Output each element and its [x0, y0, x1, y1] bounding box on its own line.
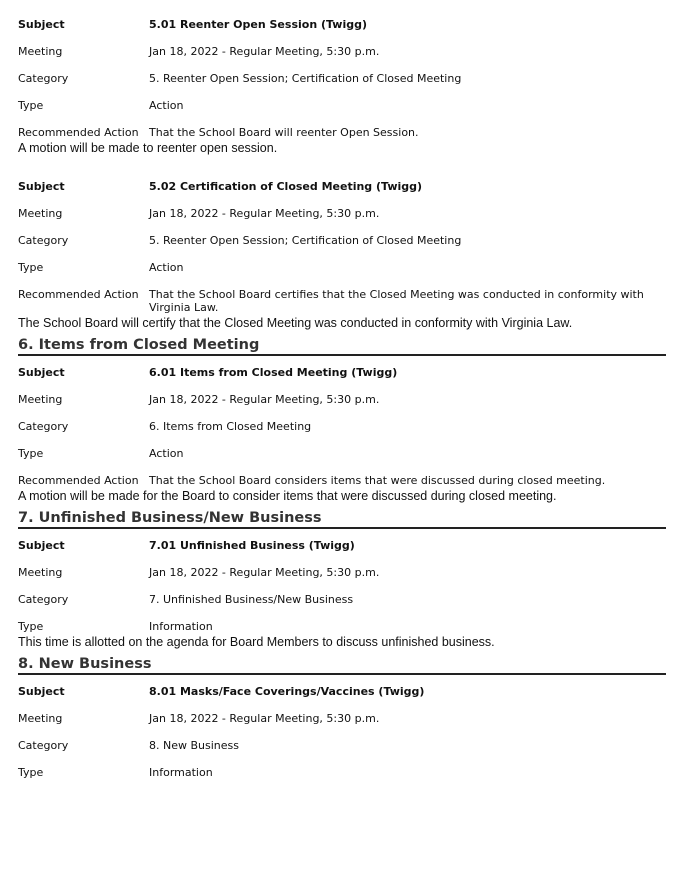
- category-label: Category: [18, 72, 69, 85]
- meeting-label: Meeting: [18, 207, 63, 220]
- subject-row: [18, 539, 666, 566]
- subject-value: 5.02 Certification of Closed Meeting (Twigg): [149, 180, 423, 193]
- category-row: [18, 420, 666, 447]
- spacer: [18, 156, 666, 180]
- recommended-action-row: [18, 126, 666, 141]
- type-row: [18, 447, 666, 474]
- category-row: [18, 234, 666, 261]
- meeting-row: [18, 45, 666, 72]
- recommended-action-value: That the School Board considers items that were discussed during closed meeting.: [149, 474, 606, 487]
- section-title-8: 8. New Business: [18, 656, 666, 675]
- category-value: 7. Unfinished Business/New Business: [149, 593, 354, 606]
- meeting-value: Jan 18, 2022 - Regular Meeting, 5:30 p.m.: [149, 712, 380, 725]
- agenda-item-6-01: [18, 366, 666, 489]
- recommended-action-row: [18, 474, 666, 489]
- recommended-action-label: Recommended Action: [18, 126, 139, 139]
- type-row: [18, 99, 666, 126]
- type-value: Information: [149, 766, 213, 779]
- meeting-row: [18, 393, 666, 420]
- subject-label: Subject: [18, 539, 65, 552]
- subject-row: [18, 685, 666, 712]
- category-row: [18, 739, 666, 766]
- type-value: Information: [149, 620, 213, 633]
- category-value: 5. Reenter Open Session; Certification of Closed Meeting: [149, 72, 462, 85]
- subject-row: [18, 18, 666, 45]
- spacer: [18, 529, 666, 539]
- agenda-item-5-02: [18, 180, 666, 316]
- type-value: Action: [149, 447, 184, 460]
- meeting-value: Jan 18, 2022 - Regular Meeting, 5:30 p.m.: [149, 566, 380, 579]
- meeting-label: Meeting: [18, 566, 63, 579]
- category-label: Category: [18, 420, 69, 433]
- type-label: Type: [18, 99, 44, 112]
- meeting-label: Meeting: [18, 45, 63, 58]
- recommended-action-label: Recommended Action: [18, 288, 139, 301]
- agenda-item-5-01: [18, 18, 666, 141]
- type-label: Type: [18, 766, 44, 779]
- meeting-value: Jan 18, 2022 - Regular Meeting, 5:30 p.m.: [149, 207, 380, 220]
- category-label: Category: [18, 739, 69, 752]
- type-label: Type: [18, 261, 44, 274]
- recommended-action-row: [18, 288, 666, 316]
- agenda-page: [18, 18, 666, 781]
- recommended-action-value: That the School Board certifies that the Closed Meeting was conducted in conformity with Virginia Law.: [149, 288, 644, 314]
- recommended-action-value: That the School Board will reenter Open Session.: [149, 126, 419, 139]
- category-value: 6. Items from Closed Meeting: [149, 420, 312, 433]
- category-value: 8. New Business: [149, 739, 239, 752]
- subject-label: Subject: [18, 18, 65, 31]
- meeting-value: Jan 18, 2022 - Regular Meeting, 5:30 p.m.: [149, 45, 380, 58]
- type-row: [18, 620, 666, 635]
- meeting-label: Meeting: [18, 393, 63, 406]
- meeting-row: [18, 207, 666, 234]
- meeting-label: Meeting: [18, 712, 63, 725]
- type-value: Action: [149, 261, 184, 274]
- category-row: [18, 593, 666, 620]
- category-label: Category: [18, 234, 69, 247]
- agenda-item-7-01: [18, 539, 666, 635]
- subject-label: Subject: [18, 685, 65, 698]
- item-note: The School Board will certify that the Closed Meeting was conducted in conformity with Virginia Law.: [18, 316, 573, 330]
- meeting-value: Jan 18, 2022 - Regular Meeting, 5:30 p.m.: [149, 393, 380, 406]
- category-row: [18, 72, 666, 99]
- type-label: Type: [18, 620, 44, 633]
- category-label: Category: [18, 593, 69, 606]
- subject-row: [18, 180, 666, 207]
- type-row: [18, 261, 666, 288]
- item-note: This time is allotted on the agenda for Board Members to discuss unfinished business.: [18, 635, 495, 649]
- item-note: A motion will be made for the Board to consider items that were discussed during closed meeting.: [18, 489, 557, 503]
- subject-value: 7.01 Unfinished Business (Twigg): [149, 539, 355, 552]
- subject-value: 6.01 Items from Closed Meeting (Twigg): [149, 366, 398, 379]
- item-note: A motion will be made to reenter open session.: [18, 141, 278, 155]
- meeting-row: [18, 712, 666, 739]
- type-row: [18, 766, 666, 781]
- subject-label: Subject: [18, 180, 65, 193]
- subject-value: 5.01 Reenter Open Session (Twigg): [149, 18, 368, 31]
- subject-row: [18, 366, 666, 393]
- meeting-row: [18, 566, 666, 593]
- spacer: [18, 675, 666, 685]
- section-title-7: 7. Unfinished Business/New Business: [18, 510, 666, 529]
- type-label: Type: [18, 447, 44, 460]
- recommended-action-label: Recommended Action: [18, 474, 139, 487]
- agenda-item-8-01: [18, 685, 666, 781]
- category-value: 5. Reenter Open Session; Certification of Closed Meeting: [149, 234, 462, 247]
- subject-label: Subject: [18, 366, 65, 379]
- section-title-6: 6. Items from Closed Meeting: [18, 337, 666, 356]
- spacer: [18, 356, 666, 366]
- subject-value: 8.01 Masks/Face Coverings/Vaccines (Twigg): [149, 685, 425, 698]
- type-value: Action: [149, 99, 184, 112]
